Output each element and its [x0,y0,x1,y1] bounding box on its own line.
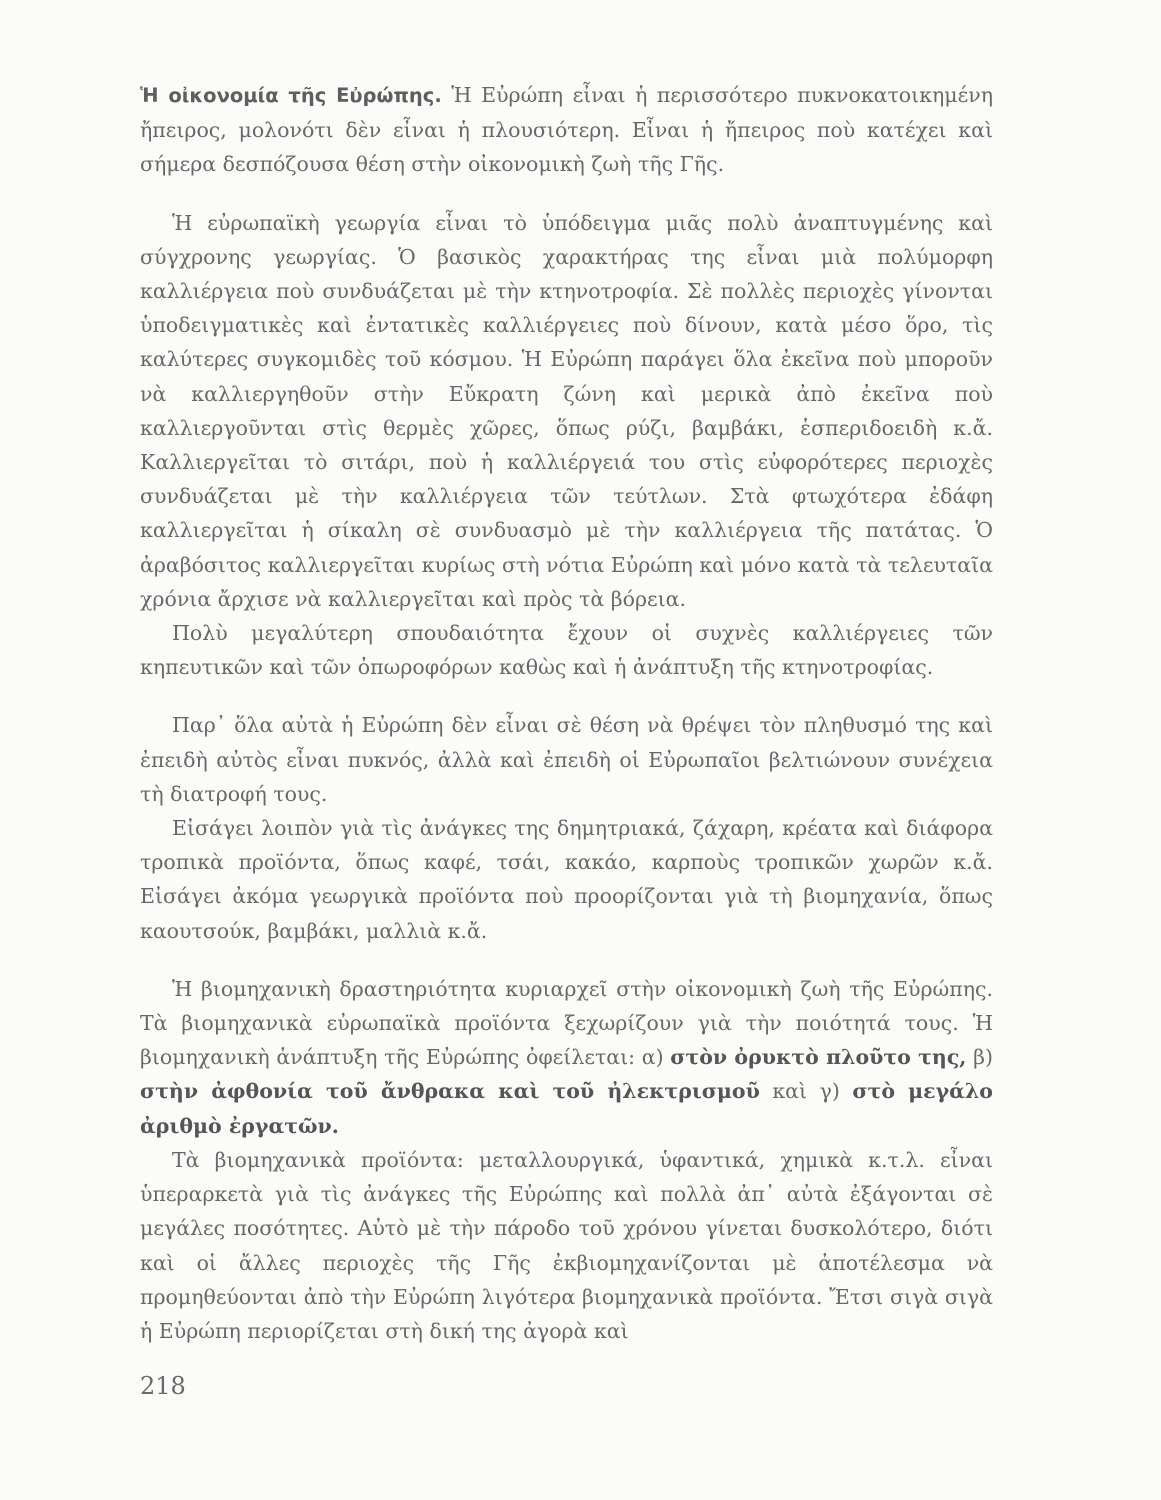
paragraph-imports: Εἰσάγει λοιπὸν γιὰ τὶς ἀνάγκες της δημητριακά, ζάχαρη, κρέατα καὶ διάφορα τροπικὰ προϊόντα, ὅπως καφέ, τσάι, κακάο, καρποὺς τροπικῶν χωρῶν κ.ἄ. Εἰσάγει ἀκόμα γεωργικὰ προϊόντα ποὺ προορίζονται γιὰ τὴ βιομηχανία, ὅπως καουτσούκ, βαμβάκι, μαλλιὰ κ.ἄ. [140,816,993,943]
paragraph-agriculture: Ἡ εὐρωπαϊκὴ γεωργία εἶναι τὸ ὑπόδειγμα μιᾶς πολὺ ἀναπτυγμένης καὶ σύγχρονης γεωργίας. Ὁ βασικὸς χαρακτήρας της εἶναι μιὰ πολύμορφη καλλιέργεια ποὺ συνδυάζεται μὲ τὴν κτηνοτροφία. Σὲ πολλὲς περιοχὲς γίνονται ὑποδειγματικὲς καὶ ἐντατικὲς καλλιέργειες ποὺ δίνουν, κατὰ μέσο ὅρο, τὶς καλύτερες συγκομιδὲς τοῦ κόσμου. Ἡ Εὐρώπη παράγει ὅλα ἐκεῖνα ποὺ μποροῦν νὰ καλλιεργηθοῦν στὴν Εὔκρατη ζώνη καὶ μερικὰ ἀπὸ ἐκεῖνα ποὺ καλλιεργοῦνται στὶς θερμὲς χῶρες, ὅπως ρύζι, βαμβάκι, ἑσπεριδοειδὴ κ.ἄ. Καλλιεργεῖται τὸ σιτάρι, ποὺ ἡ καλλιέργειά του στὶς εὐφορότερες περιοχὲς συνδυάζεται μὲ τὴν καλλιέργεια τῶν τεύτλων. Στὰ φτωχότερα ἐδάφη καλλιεργεῖται ἡ σίκαλη σὲ συνδυασμὸ μὲ τὴν καλλιέργεια τῆς πατάτας. Ὁ ἀραβόσιτος καλλιεργεῖται κυρίως στὴ νότια Εὐρώπη καὶ μόνο κατὰ τὰ τελευταῖα χρόνια ἄρχισε νὰ καλλιεργεῖται καὶ πρὸς τὰ βόρεια. [140,210,993,611]
paragraph-horticulture: Πολὺ μεγαλύτερη σπουδαιότητα ἔχουν οἱ συχνὲς καλλιέργειες τῶν κηπευτικῶν καὶ τῶν ὀπωροφόρων καθὼς καὶ ἡ ἀνάπτυξη τῆς κτηνοτροφίας. [140,621,993,680]
emphasis-coal-electricity: στὴν ἀφθονία τοῦ ἄνθρακα καὶ τοῦ ἠλεκτρισμοῦ [140,1079,760,1104]
section-heading: Ἡ οἰκονομία τῆς Εὐρώπης. [140,84,442,107]
paragraph-industry [140,972,993,1143]
emphasis-workers: στὸ μεγάλο ἀριθμὸ ἐργατῶν. [140,1079,993,1138]
industry-text-a: Ἡ βιομηχανικὴ δραστηριότητα κυριαρχεῖ στὴν οἰκονομικὴ ζωὴ τῆς Εὐρώπης. Τὰ βιομηχανικὰ εὐρωπαϊκὰ προϊόντα ξεχωρίζουν γιὰ τὴν ποιότητά τους. Ἡ βιομηχανικὴ ἀνάπτυξη τῆς Εὐρώπης ὀφείλεται: α) [140,976,993,1070]
industry-text-c: καὶ γ) [759,1079,853,1104]
paragraph-intro [140,78,993,182]
paragraph-food-supply: Παρ᾽ ὅλα αὐτὰ ἡ Εὐρώπη δὲν εἶναι σὲ θέση νὰ θρέψει τὸν πληθυσμό της καὶ ἐπειδὴ αὐτὸς εἶναι πυκνός, ἀλλὰ καὶ ἐπειδὴ οἱ Εὐρωπαῖοι βελτιώνουν συνέχεια τὴ διατροφή τους. [140,713,993,806]
paragraph-exports: Τὰ βιομηχανικὰ προϊόντα: μεταλλουργικά, ὑφαντικά, χημικὰ κ.τ.λ. εἶναι ὑπεραρκετὰ γιὰ τὶς ἀνάγκες τῆς Εὐρώπης καὶ πολλὰ ἀπ᾽ αὐτὰ ἐξάγονται σὲ μεγάλες ποσότητες. Αὐτὸ μὲ τὴν πάροδο τοῦ χρόνου γίνεται δυσκολότερο, διότι καὶ οἱ ἄλλες περιοχὲς τῆς Γῆς ἐκβιομηχανίζονται μὲ ἀποτέλεσμα νὰ προμηθεύονται ἀπὸ τὴν Εὐρώπη λιγότερα βιομηχανικὰ προϊόντα. Ἔτσι σιγὰ σιγὰ ἡ Εὐρώπη περιορίζεται στὴ δική της ἀγορὰ καὶ [140,1147,993,1343]
intro-text: Ἡ Εὐρώπη εἶναι ἡ περισσότερο πυκνοκατοικημένη ἤπειρος, μολονότι δὲν εἶναι ἡ πλουσιότερη. Εἶναι ἡ ἤπειρος ποὺ κατέχει καὶ σήμερα δεσπόζουσα θέση στὴν οἰκονομικὴ ζωὴ τῆς Γῆς. [140,83,993,177]
page-body [140,78,993,1348]
emphasis-mineral-wealth: στὸν ὀρυκτὸ πλοῦτο της, [670,1045,967,1070]
industry-text-b: β) [966,1045,993,1070]
page-number: 218 [140,1372,186,1400]
